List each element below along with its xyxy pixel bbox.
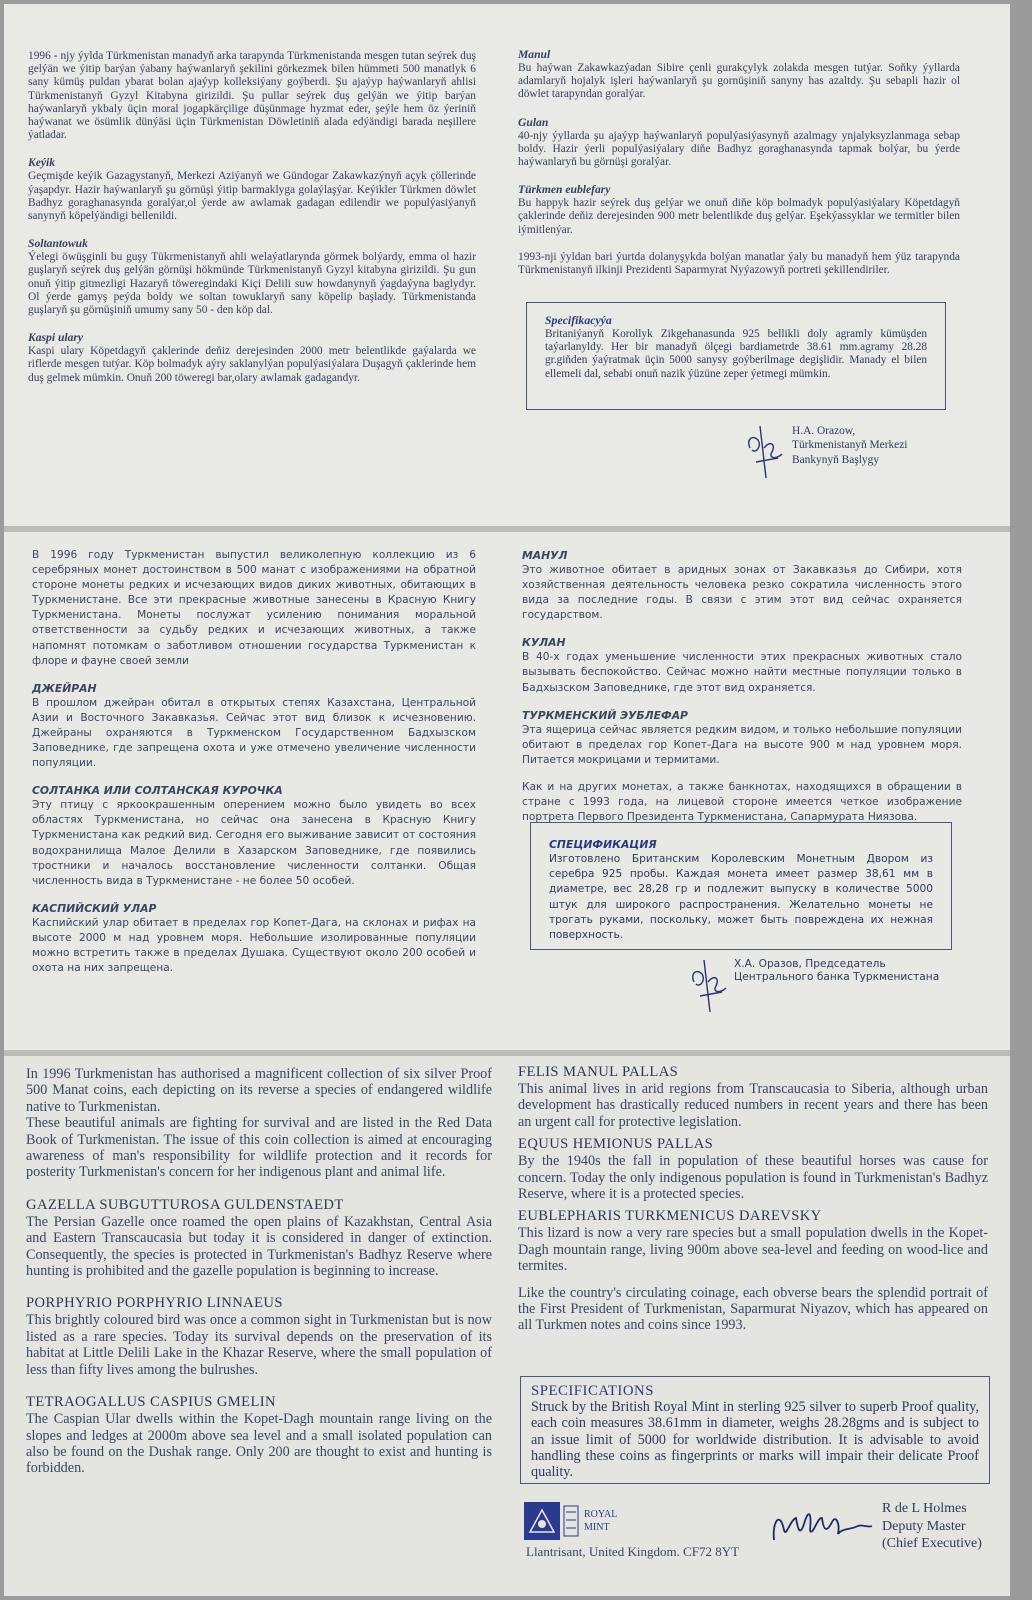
turkmen-keyik-title: Keýik (28, 156, 56, 170)
turkmen-manul-text: Bu haýwan Zakawkazýadan Sibire çenli gurakçylyk zolakda mesgen tutýar. Soňky ýyllarda adamlaryň hojalyk işleri haýwanlaryň şu gornüşiniň sanyny has azaltdy. Şu sebapli hazir ol döwlet tarapyndan goralýar. (518, 62, 960, 101)
turkmen-right-column (518, 48, 960, 277)
russian-sig-line2: Центрального банка Туркменистана (734, 971, 940, 984)
english-spec-text: Struck by the British Royal Mint in sterling 925 silver to superb Proof quality, each coin measures 38.61mm in diameter, weighs 28.28gms and is subject to an issue limit of 5000 for worldwide distribution. It is advisable to avoid handling these coins as fingerprints or marks will impair their delicate Proof quality. (531, 1399, 979, 1481)
turkmen-spec-text: Britaniýanyň Korollyk Zikgehanasunda 925 bellikli doly agramly kümüşden taýarlanyldy. Her bir manadyň ölçegi bardiametrde 38.61 mm.agramy 28.28 gr.giňden ýaýratmak üçin 5000 sanysy goýberilmage degişlidir. Manady el bilen ellemeli dal, sebabi onuň nazik ýüzüne zeper ýetmegi mümkin. (545, 328, 927, 380)
russian-sig-line1: Х.А. Оразов, Председатель (734, 958, 886, 970)
english-equus-title: EQUUS HEMIONUS PALLAS (518, 1136, 714, 1153)
signature-orazov-icon (686, 952, 732, 1018)
turkmen-spec-title: Specifikacyýa (545, 313, 612, 327)
panel-russian (4, 532, 1010, 1050)
english-portrait-text: Like the country's circulating coinage, each obverse bears the splendid portrait of the First President of Turkmenistan, Saparmurat Niyazov, which has appeared on all Turkmen notes and coins since 1993. (518, 1284, 988, 1334)
english-gazella-title: GAZELLA SUBGUTTUROSA GULDENSTAEDT (26, 1196, 344, 1213)
turkmen-gulan-title: Gulan (518, 115, 549, 129)
russian-ular-text: Каспийский улар обитает в пределах гор Копет-Дага, на склонах и рифах на высоте 2000 м над уровнем моря. Небольшие изолированные популяции можно встретить также в пределах Душака. Существуют около 200 особей и охота на них запрещена. (32, 916, 476, 975)
english-right-column (518, 1064, 988, 1334)
russian-gazelle-text: В прошлом джейран обитал в открытых степях Казахстана, Центральной Азии и Восточного Закавказья. Сейчас этот вид близок к исчезновению. Джейраны охраняются в Туркменском Государственном Бадхызском Заповеднике, где запрещена охота и уже отмечено увеличение численности популяции. (32, 696, 476, 770)
russian-intro: В 1996 году Туркменистан выпустил великолепную коллекцию из 6 серебряных монет достоинством в 500 манат с изображениями на обратной стороне монеты редких и исчезающих видов диких животных, обитающих в Туркменистане. Все эти прекрасные животные занесены в Красную Книгу Туркменистана. Монеты послужат усилению понимания моральной ответственности за судьбу редких и исчезающих животных, а также напомнят потомкам о заботливом отношении государства Туркменистан к флоре и фауне своей земли (32, 549, 476, 667)
russian-portrait-text: Как и на других монетах, а также банкнотах, находящихся в обращении в стране с 1993 года, на лицевой стороне имеется четкое изображение портрета Первого Президента Туркменистана, Сапармурата Ниязова. (522, 780, 962, 824)
russian-spec-text: Изготовлено Британским Королевским Монетным Двором из серебра 925 пробы. Каждая монета имеет размер 38,61 мм в диаметре, вес 28,28 гр и подлежит выпуску в количестве 5000 штук для широкого распространения. Желательно монеты не трогать руками, поскольку, может быть повреждена их нежная поверхность. (549, 853, 933, 942)
russian-gazelle-title: ДЖЕЙРАН (32, 681, 97, 695)
turkmen-portrait-text: 1993-nji ýyldan bari ýurtda dolanyşykda bolýan manatlar ýaly bu manadyň hem ýüz tarapynda Türkmenistanyň ilkinji Prezidenti Saparmyrat Nyýazowyň portreti şekillendiriler. (518, 250, 960, 277)
signature-orazow-icon (742, 418, 788, 484)
russian-spec-title: СПЕЦИФИКАЦИЯ (549, 838, 657, 851)
russian-manul-text: Это животное обитает в аридных зонах от Закавказья до Сибири, хотя хозяйственная деятельность человека резко сократила численность этого вида за последние годы. В связи с этим этот вид сейчас охраняется государством. (522, 564, 962, 622)
turkmen-soltan-text: Ýelegi öwüşginli bu guşy Tükrmenistanyň ahli welaýatlarynda görmek bolýardy, emma ol hazir guşlaryň seýrek duş gelýän görnüşi hökmünde Türkmenistanyň Gyzyl kitabyna girizildi. Şu gun onuň ýitip gitmezligi Hazaryň töweregindaki Kiçi Delili suw howdanynyň ýagdaýyna baglydyr. Ol ýerde gamyş peýda boldy we soltan towuklaryň sany köpelip başlady. Türkmenistanda guşlaryň şu görnüşiniň umumy sany 50 - den köp dal. (28, 251, 476, 317)
russian-kulan-title: КУЛАН (522, 636, 566, 650)
russian-soltan-title: СОЛТАНКА ИЛИ СОЛТАНСКАЯ КУРОЧКА (32, 784, 283, 798)
royal-mint-address: Llantrisant, United Kingdom. CF72 8YT (526, 1544, 740, 1559)
turkmen-kaspi-text: Kaspi ulary Köpetdagyň çaklerinde deňiz derejesinden 2000 metr belentlikde gaýalarda we riflerde mesgen tutýar. Köp bolmadyk aýry saklanylýan populýasiýalara Duşagyň çaklerinde hem duş gelmek mümkin. Onuň 200 töweregi bar,olary awlamak gadagandyr. (28, 345, 476, 384)
russian-eub-title: ТУРКМЕНСКИЙ ЭУБЛЕФАР (522, 708, 688, 722)
english-spec-box (520, 1376, 990, 1484)
russian-left-column (32, 548, 476, 976)
english-tetra-title: TETRAOGALLUS CASPIUS GMELIN (26, 1394, 276, 1411)
royal-mint-logo (524, 1502, 624, 1540)
russian-manul-title: МАНУЛ (522, 549, 568, 562)
english-eub-title: EUBLEPHARIS TURKMENICUS DAREVSKY (518, 1208, 822, 1225)
turkmen-manul-title: Manul (518, 48, 551, 61)
royal-mint-crest-icon (524, 1502, 624, 1540)
logo-royal-text: ROYAL (584, 1509, 618, 1520)
turkmen-intro: 1996 - njy ýylda Türkmenistan manadyň arka tarapynda Türkmenistanda mesgen tutan seýrek duş gelýän we ýitip barýan ýabany haýwanlaryň şekilini görkezmek bilen hümmeti 500 manatlyk 6 sany kümüş puldan ybarat bolan ajaýyp kolleksiýany goýberdi. Şu ajaýyp haýwanlaryň ahlisi Türkmenistanyň Gyzyl Kitabyna girizildi. Şu pullar seýrek duş gelýän we ýitip barýan haýwanlaryň ykbaly üçin moral jogapkärçiligе düşünmage hyzmat eder, şeýle hem öz ýeriniň haýwanat we ösümlik dünýäsi üçin Türkmenistan Döwletiniň alada edýändigi barada neşillere ýatladar. (28, 50, 476, 142)
turkmen-signature-text (792, 424, 907, 467)
english-intro1: In 1996 Turkmenistan has authorised a magnificent collection of six silver Proof 500 Manat coins, each depicting on its reverse a species of endangered wildlife native to Turkmenistan. (26, 1066, 492, 1115)
english-porphyrio-text: This brightly coloured bird was once a common sight in Turkmenistan but is now listed as a rare species. Today its survival depends on the preservation of its habitat at Little Delili Lake in the Khazar Reserve, where the small population of less than fifty lives among the bulrushes. (26, 1312, 492, 1378)
logo-mint-text: MINT (584, 1522, 610, 1533)
english-spec-title: SPECIFICATIONS (531, 1383, 654, 1399)
turkmen-kaspi-title: Kaspi ulary (28, 331, 84, 345)
russian-kulan-text: В 40-х годах уменьшение численности этих прекрасных животных стало вызывать беспокойство. Сейчас можно найти местные популяции только в Бадхызском Заповеднике, где этот вид охраняется. (522, 651, 962, 694)
turkmen-keyik-text: Geçmişde keýik Gazagystanyň, Merkezi Aziýanyň we Gündogar Zakawkazýnyň açyk çöllerinde ýaşapdyr. Hazir haýwanlaryň şu görnüşi ýitip barmaklyga golaýlaşýar. Keýikler Türkmen döwlet Badhyz goraghanasynda goralýar,ol ýerde aw awlamak gadagan edilendir we populýasiýanyň sanynyň köpelýändigi bellenildi. (28, 170, 476, 223)
english-felis-title: FELIS MANUL PALLAS (518, 1064, 679, 1080)
turkmen-soltan-title: Soltantowuk (28, 237, 88, 251)
english-signature-text (882, 1500, 982, 1553)
english-tetra-text: The Caspian Ular dwells within the Kopet-Dagh mountain range living on the slopes and ledges at 2000m above sea level and a small isolated population can also be found on the Dushak range. Only 200 are thought to exist and hunting is forbidden. (26, 1411, 492, 1477)
turkmen-eublefary-text: Bu happyk hazir seýrek duş gelýar we onuň diňe köp bolmadyk populýasiýalary Köpetdagyň çaklerinde deňiz derejesinden 900 metr belentlikde duş gelýar. Eşekýassyklar we termitler bilen iýmitlenýar. (518, 197, 960, 236)
turkmen-sig-role1: Türkmenistanyň Merkezi (792, 439, 908, 452)
turkmen-eublefary-title: Türkmen eublefary (518, 183, 611, 197)
english-intro2: These beautiful animals are fighting for survival and are listed in the Red Data Book of Turkmenistan. The issue of this coin collection is aimed at encouraging awareness of man's responsibility for wildlife protection and it records for posterity Turkmenistan's concern for her indigenous plant and animal life. (26, 1115, 492, 1181)
signature-holmes-icon (768, 1500, 874, 1550)
english-sig-name: R de L Holmes (882, 1501, 967, 1516)
russian-soltan-text: Эту птицу с яркоокрашенным оперением можно было увидеть во всех областях Туркменистана, но сейчас она занесена в Красную Книгу Туркменистана как редкий вид. Сегодня его выживание зависит от состояния водохранилища Малое Делили в Хазарском Заповеднике, где появились тростники и началось восстановление численности солтанки. Общая численность вида в Туркменистане - не более 50 особей. (32, 799, 476, 887)
turkmen-sig-role2: Bankynyň Başlygy (792, 453, 880, 466)
russian-right-column (522, 548, 962, 825)
leaflet-sheet (4, 4, 1010, 1596)
russian-signature-text (734, 958, 939, 984)
english-left-column (26, 1066, 492, 1477)
english-porphyrio-title: PORPHYRIO PORPHYRIO LINNAEUS (26, 1295, 283, 1312)
english-sig-role1: Deputy Master (882, 1518, 966, 1534)
turkmen-spec-box (526, 302, 946, 410)
english-sig-role2: (Chief Executive) (882, 1536, 982, 1551)
russian-ular-title: КАСПИЙСКИЙ УЛАР (32, 901, 157, 915)
turkmen-gulan-text: 40-njy ýyllarda şu ajaýyp haýwanlaryň populýasiýasynyň azalmagy ynjalyksyzlanmaga sebap boldy. Hazir ýerli populýasiýalary diňe Badhyz goraghanasynda tapmak bolýar, bu ýerde haýwanlaryň bu görnüşi goralýar. (518, 129, 960, 169)
panel-turkmen (4, 4, 1010, 526)
english-equus-text: By the 1940s the fall in population of these beautiful horses was cause for concern. Today the only indigenous population is found in Turkmenistan's Badhyz Reserve, where it is a protected species. (518, 1153, 988, 1203)
russian-eub-text: Эта ящерица сейчас является редким видом, и только небольшие популяции обитают в пределах гор Копет-Дага на высоте 900 м над уровнем моря. Питается мокрицами и термитами. (522, 723, 962, 766)
russian-signature-block (686, 952, 940, 1023)
holmes-signature (768, 1500, 874, 1555)
english-felis-text: This animal lives in arid regions from Transcaucasia to Siberia, although urban development has drastically reduced numbers in recent years and there has been an urgent call for protective legislation. (518, 1081, 988, 1130)
english-gazella-text: The Persian Gazelle once roamed the open plains of Kazakhstan, Central Asia and Eastern Transcaucasia but today it is considered in danger of extinction. Consequently, the species is protected in Turkmenistan's Badhyz Reserve where hunting is prohibited and the gazelle population is beginning to increase. (26, 1213, 492, 1280)
russian-spec-box (530, 822, 952, 950)
english-eub-text: This lizard is now a very rare species but a small population dwells in the Kopet-Dagh mountain range, living 900m above sea-level and feeding on wood-lice and termites. (518, 1225, 988, 1275)
turkmen-left-column (28, 50, 476, 385)
turkmen-signature-block (742, 418, 908, 489)
turkmen-sig-name: H.A. Orazow, (792, 425, 856, 437)
